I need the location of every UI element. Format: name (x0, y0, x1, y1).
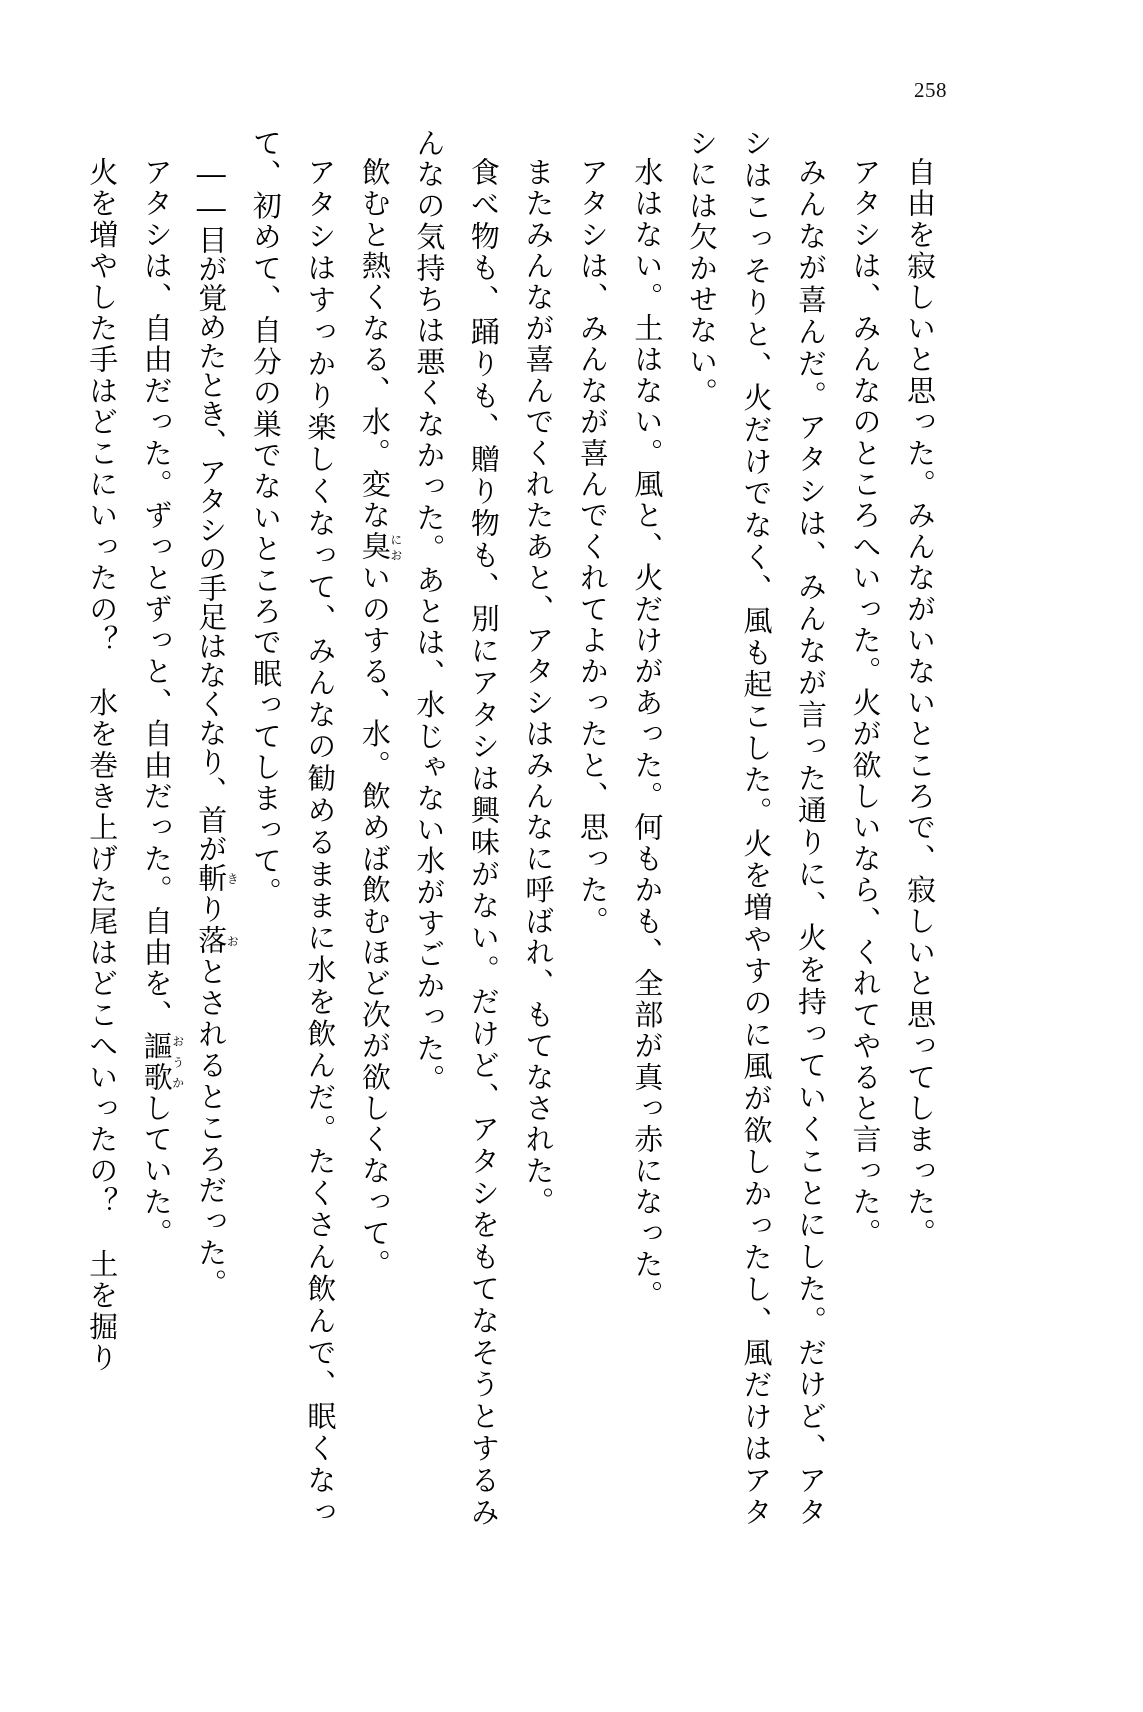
paragraph-text-part: 飲むと熱くなる、水。変な (357, 157, 392, 532)
paragraph-text-part: アタシは、自由だった。ずっとずっと、自由だった。自由を、 (139, 157, 174, 1031)
ruby-annotation (194, 925, 240, 957)
ruby-base: 斬 (194, 863, 229, 895)
ruby-reading: お (225, 925, 240, 957)
paragraph-with-ruby (347, 128, 402, 1528)
ruby-reading: おうか (170, 1030, 185, 1093)
paragraph-text-part: とされるところだった。 (194, 956, 229, 1300)
paragraph-text-part: ――目が覚めたとき、アタシの手足はなくなり、首が (194, 157, 229, 863)
paragraph: アタシは、みんなのところへいった。火が欲しいなら、くれてやると言った。 (848, 157, 883, 1249)
paragraph-with-ruby (129, 128, 184, 1528)
paragraph: またみんなが喜んでくれたあと、アタシはみんなに呼ばれ、もてなされた。 (521, 157, 556, 1218)
paragraph: 食べ物も、踊りも、贈り物も、別にアタシは興味がない。だけど、アタシをもてなそうとするみんなの気持ちは悪くなかった。あとは、水じゃない水がすごかった。 (412, 128, 501, 1528)
paragraph: 火を増やした手はどこにいったの？ 水を巻き上げた尾はどこへいったの？ 土を掘り (85, 157, 120, 1374)
paragraph: 自由を寂しいと思った。みんながいないところで、寂しいと思ってしまった。 (903, 157, 937, 1249)
ruby-annotation (194, 863, 240, 895)
paragraph-text-part: り (194, 894, 229, 926)
paragraph-with-ruby (184, 128, 239, 1528)
ruby-reading: き (225, 863, 240, 895)
page-number: 258 (914, 78, 947, 102)
paragraph: 水はない。土はない。風と、火だけがあった。何もかも、全部が真っ赤になった。 (630, 157, 665, 1312)
paragraph-text-part: いのする、水。飲めば飲むほど次が欲しくなって。 (357, 562, 392, 1281)
ruby-annotation (139, 1030, 185, 1094)
ruby-annotation (357, 531, 403, 563)
paragraph: アタシはすっかり楽しくなって、みんなの勧めるままに水を飲んだ。たくさん飲んで、眠くなって、初めて、自分の巣でないところで眠ってしまって。 (248, 128, 338, 1528)
ruby-base: 落 (194, 925, 229, 957)
ruby-reading: にお (388, 531, 403, 563)
ruby-base: 臭 (357, 531, 392, 563)
body-text-vertical (61, 128, 947, 1528)
paragraph: みんなが喜んだ。アタシは、みんなが言った通りに、火を持っていくことにした。だけど、アタシはこっそりと、火だけでなく、風も起こした。火を増やすのに風が欲しかったし、風だけはアタシには欠かせない。 (684, 128, 828, 1528)
paragraph: アタシは、みんなが喜んでくれてよかったと、思った。 (575, 157, 610, 937)
ruby-base: 謳歌 (139, 1030, 174, 1094)
paragraph-text-part: していた。 (139, 1093, 174, 1250)
